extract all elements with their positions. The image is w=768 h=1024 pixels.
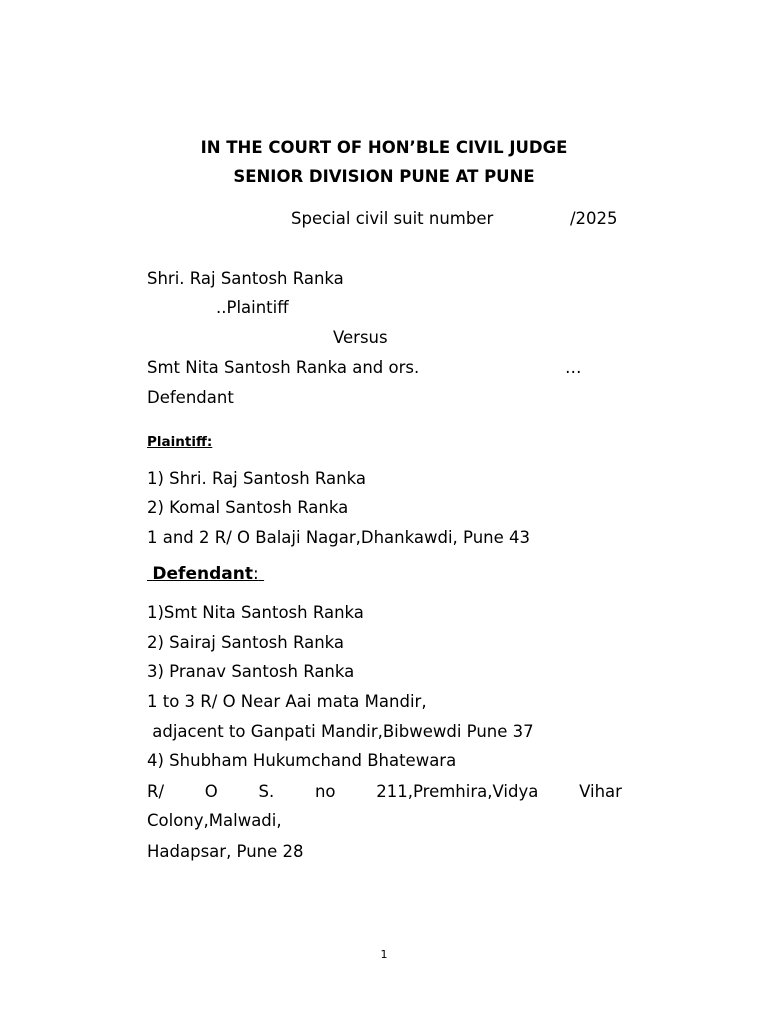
court-title-line2: SENIOR DIVISION PUNE AT PUNE (233, 167, 535, 186)
page-number: 1 (380, 948, 388, 961)
plaintiff-name: Shri. Raj Santosh Ranka (147, 269, 344, 288)
versus-label: Versus (333, 328, 388, 347)
defendant-item-2: 2) Sairaj Santosh Ranka (147, 633, 345, 652)
address-word: R/ (147, 782, 165, 801)
plaintiff-role: ..Plaintiff (216, 298, 289, 317)
defendant-address-line1: 1 to 3 R/ O Near Aai mata Mandir, (147, 692, 427, 711)
defendant4-address-line1 (147, 782, 622, 802)
address-word: O (204, 782, 218, 801)
court-title-line1: IN THE COURT OF HON’BLE CIVIL JUDGE (200, 138, 568, 157)
suit-number-label: Special civil suit number (291, 209, 494, 228)
defendant4-address-line2: Colony,Malwadi, (147, 811, 282, 830)
defendant-heading-word: Defendant (152, 564, 253, 584)
defendant-address-line2: adjacent to Ganpati Mandir,Bibwewdi Pune 37 (147, 722, 534, 741)
defendant4-address-line3: Hadapsar, Pune 28 (147, 842, 304, 861)
address-word: no (314, 782, 336, 801)
defendant-dots: … (565, 358, 582, 377)
defendant-role: Defendant (147, 388, 234, 407)
defendant-heading-colon: : (252, 564, 259, 584)
suit-number-year: /2025 (570, 209, 618, 228)
plaintiff-item-1: 1) Shri. Raj Santosh Ranka (147, 469, 366, 488)
plaintiff-address: 1 and 2 R/ O Balaji Nagar,Dhankawdi, Pune 43 (147, 528, 530, 547)
address-word: Vihar (579, 782, 622, 801)
address-word: 211,Premhira,Vidya (376, 782, 539, 801)
defendant-name: Smt Nita Santosh Ranka and ors. (147, 358, 420, 377)
defendant-item-4: 4) Shubham Hukumchand Bhatewara (147, 751, 457, 770)
address-word: S. (258, 782, 275, 801)
plaintiff-item-2: 2) Komal Santosh Ranka (147, 498, 349, 517)
defendant-item-3: 3) Pranav Santosh Ranka (147, 662, 355, 681)
plaintiff-heading: Plaintiff: (147, 434, 213, 450)
defendant-heading (147, 564, 264, 584)
defendant-item-1: 1)Smt Nita Santosh Ranka (147, 603, 364, 622)
